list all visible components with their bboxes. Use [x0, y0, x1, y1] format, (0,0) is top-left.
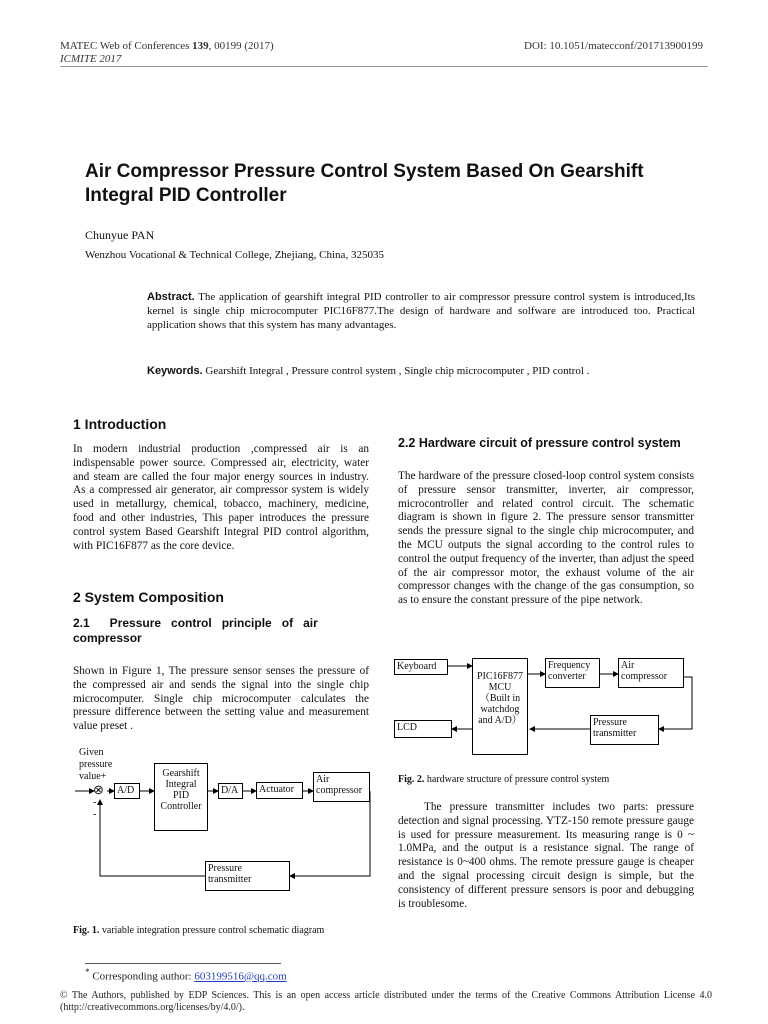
affiliation: Wenzhou Vocational & Technical College, Zhejiang, China, 325035 — [85, 249, 384, 261]
fig1-transmitter-block: Pressure transmitter — [205, 861, 290, 891]
fig2-frequency-converter-block: Frequency converter — [545, 658, 600, 688]
fig1-compressor-block: Air compressor — [313, 772, 370, 802]
fig2-compressor-block: Air compressor — [618, 658, 684, 688]
journal-header — [60, 40, 274, 52]
section-heading-introduction: 1 Introduction — [73, 416, 167, 432]
author: Chunyue PAN — [85, 228, 155, 242]
keywords — [147, 365, 695, 377]
footnote-rule — [85, 963, 281, 964]
fig2-lcd-block: LCD — [394, 720, 452, 738]
summing-junction-icon: ⊗ — [93, 782, 104, 797]
subsection-heading-2-2: 2.2 Hardware circuit of pressure control system — [398, 436, 681, 450]
article-number: , 00199 (2017) — [208, 40, 274, 52]
subsection-2-2-text: The hardware of the pressure closed-loop control system consists of pressure sensor transmitter, inverter, air compressor, microcontroller and related control circuit. The schematic diagram is shown in figure 2. The pressure sensor transmitter sends the pressure signal to the single chip microcomputer, and the MCU outputs the signal according to the control rules to control the output frequency of the inverter, than adjust the speed of the air compressor motor, the exhaust volume of the air compressor changes with the change of the gas consumption, so as to ensure the constant pressure of the pipe network. — [398, 470, 694, 607]
keywords-text: Gearshift Integral , Pressure control system , Single chip microcomputer , PID control . — [202, 365, 590, 377]
abstract-text: The application of gearshift integral PID controller to air compressor pressure control system is introduced,Its kernel is single chip microcomputer PIC16F877.The design of hardware and solfware are introduced too. Practical application shows that this system has many advantages. — [147, 291, 695, 331]
conference-name: ICMITE 2017 — [60, 53, 122, 65]
doi: DOI: 10.1051/matecconf/201713900199 — [524, 40, 704, 52]
fig2-keyboard-block: Keyboard — [394, 659, 448, 675]
section-heading-system: 2 System Composition — [73, 589, 224, 605]
journal-volume: 139 — [192, 40, 209, 52]
fig1-caption-text: variable integration pressure control schematic diagram — [99, 925, 325, 936]
figure-2-caption — [398, 774, 609, 785]
fig1-given-label — [79, 747, 112, 783]
abstract-label: Abstract. — [147, 291, 195, 303]
subsection-heading-2-1: 2.1 Pressure control principle of air compressor — [73, 616, 322, 645]
fig2-mcu-block: PIC16F877 MCU （Built in watchdog and A/D） — [472, 658, 528, 755]
subsection-2-1-text: Shown in Figure 1, The pressure sensor senses the pressure of the compressed air and sends the signal into the single chip microcomputer. Single chip microcomputer calculates the pressure difference between the setting value and measurement value preset . — [73, 665, 369, 733]
keywords-label: Keywords. — [147, 365, 203, 377]
corresponding-author — [85, 967, 287, 983]
license-notice: © The Authors, published by EDP Sciences. This is an open access article distributed under the terms of the Creative Commons Attribution License 4.0 (http://creativecommons.org/licenses/by/4.0/). — [60, 990, 712, 1013]
fig1-da-block: D/A — [218, 783, 243, 799]
header-rule — [60, 66, 708, 67]
fig1-minus-sign: - — [93, 797, 97, 808]
abstract — [147, 290, 695, 332]
footnote-star: * — [85, 967, 90, 977]
corresponding-label: Corresponding author: — [89, 970, 195, 983]
fig1-ad-block: A/D — [114, 783, 140, 799]
fig1-minus-sign-2: - — [93, 809, 97, 820]
author-email-link[interactable]: 603199516@qq.com — [194, 970, 287, 983]
fig2-transmitter-block: Pressure transmitter — [590, 715, 659, 745]
fig2-caption-text: hardware structure of pressure control system — [424, 774, 610, 785]
fig2-caption-label: Fig. 2. — [398, 774, 425, 785]
fig1-given: Given — [79, 747, 104, 758]
fig1-actuator-block: Actuator — [256, 782, 303, 799]
fig1-pid-block: Gearshift Integral PID Controller — [154, 763, 208, 831]
paper-title: Air Compressor Pressure Control System Based On Gearshift Integral PID Controller — [85, 161, 644, 206]
fig1-caption-label: Fig. 1. — [73, 925, 100, 936]
fig1-pressure: pressure — [79, 759, 113, 770]
figure-1-caption — [73, 925, 324, 936]
introduction-text: In modern industrial production ,compressed air is an indispensable power source. Compressed air, electricity, water and steam are called the four major energy sources in industry. As a compressed air generator, air compressor system is widely used in metallurgy, chemical, tobacco, machinery, medicine, food and other industries, This paper introduces the pressure control system Based Gearshift Integral PID control algorithm, with PIC16F877 as the core device. — [73, 443, 369, 552]
journal-name: MATEC Web of Conferences — [60, 40, 193, 52]
transmitter-text: The pressure transmitter includes two parts: pressure detection and signal processing. YTZ-150 remote pressure gauge is used for pressure measurement. Its measuring range is 0 ~ 1.0MPa, and the output is a resistance signal. The range of resistance is 0~400 ohms. The remote pressure gauge is cheaper and the signal processing circuit design is simple, but the consistency of different pressure sensors is poor and debugging is troublesome. — [398, 801, 694, 910]
fig1-value: value+ — [79, 771, 107, 782]
